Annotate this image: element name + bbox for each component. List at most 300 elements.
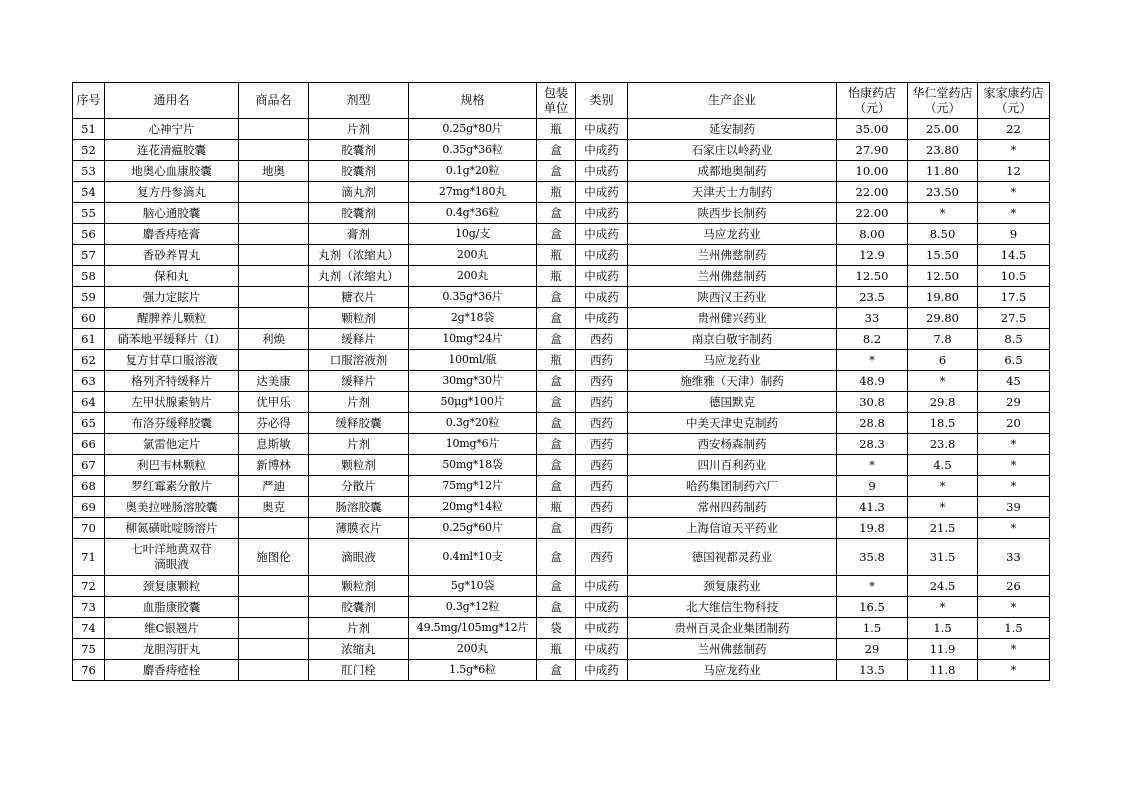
package-unit-cell: 盒 — [537, 413, 576, 434]
spec-cell: 100ml/瓶 — [409, 350, 537, 371]
dosage-form-cell: 肠溶胶囊 — [309, 497, 409, 518]
category-cell: 西药 — [576, 539, 628, 576]
category-cell: 中成药 — [576, 203, 628, 224]
table-row — [73, 161, 1050, 182]
price-yikang-cell: * — [837, 350, 908, 371]
price-huarentang-cell: 4.5 — [908, 455, 978, 476]
generic-name-cell: 维C银翘片 — [105, 618, 239, 639]
price-jiajiakang-cell: 14.5 — [978, 245, 1050, 266]
table-row — [73, 203, 1050, 224]
manufacturer-cell: 贵州健兴药业 — [628, 308, 837, 329]
brand-name-cell — [239, 287, 309, 308]
manufacturer-cell: 施维雅（天津）制药 — [628, 371, 837, 392]
table-row — [73, 539, 1050, 576]
category-cell: 中成药 — [576, 287, 628, 308]
package-unit-cell: 盒 — [537, 203, 576, 224]
table-row — [73, 455, 1050, 476]
table-body — [73, 119, 1050, 681]
dosage-form-cell: 片剂 — [309, 618, 409, 639]
dosage-form-cell: 丸剂（浓缩丸） — [309, 266, 409, 287]
row-index-cell: 68 — [73, 476, 105, 497]
package-unit-cell: 盒 — [537, 392, 576, 413]
category-cell: 西药 — [576, 455, 628, 476]
table-row — [73, 597, 1050, 618]
table-row — [73, 476, 1050, 497]
dosage-form-cell: 分散片 — [309, 476, 409, 497]
category-cell: 中成药 — [576, 308, 628, 329]
package-unit-cell: 盒 — [537, 660, 576, 681]
category-cell: 西药 — [576, 329, 628, 350]
generic-name-cell: 颈复康颗粒 — [105, 576, 239, 597]
table-row — [73, 413, 1050, 434]
brand-name-cell — [239, 518, 309, 539]
price-huarentang-cell: 31.5 — [908, 539, 978, 576]
spec-cell: 1.5g*6粒 — [409, 660, 537, 681]
package-unit-cell: 盒 — [537, 161, 576, 182]
row-index-cell: 70 — [73, 518, 105, 539]
price-jiajiakang-cell: 45 — [978, 371, 1050, 392]
price-yikang-cell: 9 — [837, 476, 908, 497]
table-header-row — [73, 83, 1050, 119]
category-cell: 西药 — [576, 518, 628, 539]
manufacturer-cell: 兰州佛慈制药 — [628, 266, 837, 287]
package-unit-cell: 盒 — [537, 434, 576, 455]
price-huarentang-cell: 23.8 — [908, 434, 978, 455]
manufacturer-cell: 石家庄以岭药业 — [628, 140, 837, 161]
category-cell: 中成药 — [576, 266, 628, 287]
generic-name-cell: 氯雷他定片 — [105, 434, 239, 455]
price-huarentang-cell: 12.50 — [908, 266, 978, 287]
manufacturer-cell: 哈药集团制药六厂 — [628, 476, 837, 497]
price-huarentang-cell: 11.8 — [908, 660, 978, 681]
package-unit-cell: 盒 — [537, 476, 576, 497]
price-yikang-cell: 12.50 — [837, 266, 908, 287]
generic-name-cell: 复方甘草口服溶液 — [105, 350, 239, 371]
dosage-form-cell: 丸剂（浓缩丸） — [309, 245, 409, 266]
col-generic-name-header: 通用名 — [105, 83, 239, 119]
price-jiajiakang-cell: 12 — [978, 161, 1050, 182]
price-yikang-cell: 13.5 — [837, 660, 908, 681]
row-index-cell: 58 — [73, 266, 105, 287]
table-row — [73, 518, 1050, 539]
price-yikang-cell: 10.00 — [837, 161, 908, 182]
row-index-cell: 65 — [73, 413, 105, 434]
row-index-cell: 62 — [73, 350, 105, 371]
generic-name-cell: 七叶洋地黄双苷 滴眼液 — [105, 539, 239, 576]
row-index-cell: 59 — [73, 287, 105, 308]
row-index-cell: 60 — [73, 308, 105, 329]
generic-name-cell: 血脂康胶囊 — [105, 597, 239, 618]
price-jiajiakang-cell: * — [978, 476, 1050, 497]
price-jiajiakang-cell: * — [978, 597, 1050, 618]
price-jiajiakang-cell: * — [978, 639, 1050, 660]
package-unit-cell: 瓶 — [537, 119, 576, 140]
generic-name-cell: 香砂养胃丸 — [105, 245, 239, 266]
price-yikang-cell: 28.3 — [837, 434, 908, 455]
spec-cell: 49.5mg/105mg*12片 — [409, 618, 537, 639]
col-price-yikang-header: 怡康药店 （元） — [837, 83, 908, 119]
table-row — [73, 287, 1050, 308]
dosage-form-cell: 胶囊剂 — [309, 161, 409, 182]
generic-name-cell: 复方丹参滴丸 — [105, 182, 239, 203]
row-index-cell: 75 — [73, 639, 105, 660]
manufacturer-cell: 北大维信生物科技 — [628, 597, 837, 618]
price-jiajiakang-cell: * — [978, 518, 1050, 539]
spec-cell: 5g*10袋 — [409, 576, 537, 597]
price-jiajiakang-cell: 33 — [978, 539, 1050, 576]
price-huarentang-cell: 29.80 — [908, 308, 978, 329]
row-index-cell: 74 — [73, 618, 105, 639]
manufacturer-cell: 成都地奥制药 — [628, 161, 837, 182]
dosage-form-cell: 滴眼液 — [309, 539, 409, 576]
price-yikang-cell: 48.9 — [837, 371, 908, 392]
package-unit-cell: 瓶 — [537, 266, 576, 287]
package-unit-cell: 瓶 — [537, 639, 576, 660]
manufacturer-cell: 马应龙药业 — [628, 224, 837, 245]
price-huarentang-cell: * — [908, 203, 978, 224]
spec-cell: 0.25g*80片 — [409, 119, 537, 140]
price-huarentang-cell: 8.50 — [908, 224, 978, 245]
price-yikang-cell: 41.3 — [837, 497, 908, 518]
brand-name-cell: 地奥 — [239, 161, 309, 182]
manufacturer-cell: 马应龙药业 — [628, 350, 837, 371]
manufacturer-cell: 兰州佛慈制药 — [628, 245, 837, 266]
manufacturer-cell: 上海信谊天平药业 — [628, 518, 837, 539]
category-cell: 中成药 — [576, 245, 628, 266]
price-jiajiakang-cell: 26 — [978, 576, 1050, 597]
category-cell: 中成药 — [576, 140, 628, 161]
price-huarentang-cell: 18.5 — [908, 413, 978, 434]
generic-name-cell: 柳氮磺吡啶肠溶片 — [105, 518, 239, 539]
row-index-cell: 55 — [73, 203, 105, 224]
category-cell: 西药 — [576, 392, 628, 413]
package-unit-cell: 盒 — [537, 287, 576, 308]
manufacturer-cell: 南京白敬宇制药 — [628, 329, 837, 350]
price-yikang-cell: 19.8 — [837, 518, 908, 539]
package-unit-cell: 盒 — [537, 371, 576, 392]
table-row — [73, 329, 1050, 350]
price-jiajiakang-cell: * — [978, 434, 1050, 455]
spec-cell: 30mg*30片 — [409, 371, 537, 392]
dosage-form-cell: 胶囊剂 — [309, 140, 409, 161]
spec-cell: 0.35g*36粒 — [409, 140, 537, 161]
table-row — [73, 497, 1050, 518]
price-yikang-cell: 30.8 — [837, 392, 908, 413]
generic-name-cell: 醒脾养儿颗粒 — [105, 308, 239, 329]
generic-name-cell: 保和丸 — [105, 266, 239, 287]
dosage-form-cell: 缓释片 — [309, 371, 409, 392]
brand-name-cell — [239, 660, 309, 681]
row-index-cell: 72 — [73, 576, 105, 597]
category-cell: 中成药 — [576, 576, 628, 597]
row-index-cell: 61 — [73, 329, 105, 350]
manufacturer-cell: 兰州佛慈制药 — [628, 639, 837, 660]
spec-cell: 2g*18袋 — [409, 308, 537, 329]
price-yikang-cell: 22.00 — [837, 182, 908, 203]
price-huarentang-cell: 21.5 — [908, 518, 978, 539]
manufacturer-cell: 四川百利药业 — [628, 455, 837, 476]
manufacturer-cell: 西安杨森制药 — [628, 434, 837, 455]
price-jiajiakang-cell: 10.5 — [978, 266, 1050, 287]
brand-name-cell: 奥克 — [239, 497, 309, 518]
package-unit-cell: 盒 — [537, 518, 576, 539]
manufacturer-cell: 常州四药制药 — [628, 497, 837, 518]
category-cell: 西药 — [576, 497, 628, 518]
row-index-cell: 66 — [73, 434, 105, 455]
price-jiajiakang-cell: 39 — [978, 497, 1050, 518]
brand-name-cell: 利焕 — [239, 329, 309, 350]
price-yikang-cell: 8.00 — [837, 224, 908, 245]
package-unit-cell: 盒 — [537, 224, 576, 245]
price-yikang-cell: 12.9 — [837, 245, 908, 266]
generic-name-cell: 罗红霉素分散片 — [105, 476, 239, 497]
price-huarentang-cell: 19.80 — [908, 287, 978, 308]
price-huarentang-cell: * — [908, 476, 978, 497]
manufacturer-cell: 德国默克 — [628, 392, 837, 413]
table-row — [73, 245, 1050, 266]
dosage-form-cell: 胶囊剂 — [309, 203, 409, 224]
dosage-form-cell: 片剂 — [309, 392, 409, 413]
manufacturer-cell: 陕西步长制药 — [628, 203, 837, 224]
row-index-cell: 54 — [73, 182, 105, 203]
table-row — [73, 224, 1050, 245]
price-jiajiakang-cell: 8.5 — [978, 329, 1050, 350]
price-jiajiakang-cell: 6.5 — [978, 350, 1050, 371]
price-yikang-cell: 28.8 — [837, 413, 908, 434]
table-row — [73, 119, 1050, 140]
price-jiajiakang-cell: 1.5 — [978, 618, 1050, 639]
price-jiajiakang-cell: * — [978, 455, 1050, 476]
spec-cell: 200丸 — [409, 639, 537, 660]
dosage-form-cell: 肛门栓 — [309, 660, 409, 681]
generic-name-cell: 地奥心血康胶囊 — [105, 161, 239, 182]
row-index-cell: 73 — [73, 597, 105, 618]
generic-name-cell: 龙胆泻肝丸 — [105, 639, 239, 660]
col-package-unit-header: 包装 单位 — [537, 83, 576, 119]
price-huarentang-cell: * — [908, 371, 978, 392]
table-row — [73, 182, 1050, 203]
price-huarentang-cell: 24.5 — [908, 576, 978, 597]
price-huarentang-cell: 11.9 — [908, 639, 978, 660]
table-row — [73, 308, 1050, 329]
brand-name-cell: 施图伦 — [239, 539, 309, 576]
price-jiajiakang-cell: 20 — [978, 413, 1050, 434]
package-unit-cell: 瓶 — [537, 497, 576, 518]
price-jiajiakang-cell: * — [978, 182, 1050, 203]
category-cell: 中成药 — [576, 182, 628, 203]
brand-name-cell: 息斯敏 — [239, 434, 309, 455]
package-unit-cell: 盒 — [537, 539, 576, 576]
table-row — [73, 371, 1050, 392]
category-cell: 西药 — [576, 350, 628, 371]
price-jiajiakang-cell: 22 — [978, 119, 1050, 140]
brand-name-cell — [239, 140, 309, 161]
dosage-form-cell: 口服溶液剂 — [309, 350, 409, 371]
category-cell: 中成药 — [576, 224, 628, 245]
row-index-cell: 64 — [73, 392, 105, 413]
spec-cell: 200丸 — [409, 245, 537, 266]
manufacturer-cell: 马应龙药业 — [628, 660, 837, 681]
brand-name-cell — [239, 245, 309, 266]
brand-name-cell — [239, 576, 309, 597]
dosage-form-cell: 颗粒剂 — [309, 308, 409, 329]
brand-name-cell — [239, 119, 309, 140]
spec-cell: 0.3g*12粒 — [409, 597, 537, 618]
package-unit-cell: 盒 — [537, 597, 576, 618]
package-unit-cell: 盒 — [537, 576, 576, 597]
spec-cell: 0.4g*36粒 — [409, 203, 537, 224]
generic-name-cell: 利巴韦林颗粒 — [105, 455, 239, 476]
manufacturer-cell: 天津天士力制药 — [628, 182, 837, 203]
price-jiajiakang-cell: * — [978, 660, 1050, 681]
generic-name-cell: 奥美拉唑肠溶胶囊 — [105, 497, 239, 518]
price-jiajiakang-cell: * — [978, 203, 1050, 224]
dosage-form-cell: 颗粒剂 — [309, 576, 409, 597]
spec-cell: 27mg*180丸 — [409, 182, 537, 203]
price-huarentang-cell: * — [908, 497, 978, 518]
table-row — [73, 618, 1050, 639]
dosage-form-cell: 薄膜衣片 — [309, 518, 409, 539]
manufacturer-cell: 中美天津史克制药 — [628, 413, 837, 434]
dosage-form-cell: 滴丸剂 — [309, 182, 409, 203]
price-yikang-cell: 29 — [837, 639, 908, 660]
package-unit-cell: 盒 — [537, 308, 576, 329]
brand-name-cell — [239, 618, 309, 639]
row-index-cell: 71 — [73, 539, 105, 576]
price-huarentang-cell: 11.80 — [908, 161, 978, 182]
price-jiajiakang-cell: 17.5 — [978, 287, 1050, 308]
row-index-cell: 56 — [73, 224, 105, 245]
price-jiajiakang-cell: 9 — [978, 224, 1050, 245]
price-huarentang-cell: 29.8 — [908, 392, 978, 413]
spec-cell: 0.4ml*10支 — [409, 539, 537, 576]
table-row — [73, 140, 1050, 161]
generic-name-cell: 麝香痔疮膏 — [105, 224, 239, 245]
spec-cell: 0.35g*36片 — [409, 287, 537, 308]
generic-name-cell: 脑心通胶囊 — [105, 203, 239, 224]
spec-cell: 10g/支 — [409, 224, 537, 245]
dosage-form-cell: 缓释胶囊 — [309, 413, 409, 434]
package-unit-cell: 盒 — [537, 455, 576, 476]
spec-cell: 75mg*12片 — [409, 476, 537, 497]
dosage-form-cell: 胶囊剂 — [309, 597, 409, 618]
price-yikang-cell: 23.5 — [837, 287, 908, 308]
price-yikang-cell: 1.5 — [837, 618, 908, 639]
generic-name-cell: 硝苯地平缓释片（Ⅰ） — [105, 329, 239, 350]
table-row — [73, 576, 1050, 597]
spec-cell: 10mg*24片 — [409, 329, 537, 350]
spec-cell: 10mg*6片 — [409, 434, 537, 455]
price-yikang-cell: 35.8 — [837, 539, 908, 576]
row-index-cell: 53 — [73, 161, 105, 182]
price-yikang-cell: * — [837, 455, 908, 476]
generic-name-cell: 心神宁片 — [105, 119, 239, 140]
row-index-cell: 63 — [73, 371, 105, 392]
manufacturer-cell: 陕西汉王药业 — [628, 287, 837, 308]
price-huarentang-cell: 6 — [908, 350, 978, 371]
table-row — [73, 350, 1050, 371]
price-huarentang-cell: 15.50 — [908, 245, 978, 266]
brand-name-cell — [239, 203, 309, 224]
brand-name-cell: 优甲乐 — [239, 392, 309, 413]
category-cell: 西药 — [576, 434, 628, 455]
row-index-cell: 67 — [73, 455, 105, 476]
generic-name-cell: 左甲状腺素钠片 — [105, 392, 239, 413]
dosage-form-cell: 膏剂 — [309, 224, 409, 245]
package-unit-cell: 瓶 — [537, 350, 576, 371]
package-unit-cell: 袋 — [537, 618, 576, 639]
table-row — [73, 266, 1050, 287]
generic-name-cell: 麝香痔疮栓 — [105, 660, 239, 681]
dosage-form-cell: 片剂 — [309, 119, 409, 140]
price-huarentang-cell: 7.8 — [908, 329, 978, 350]
category-cell: 中成药 — [576, 161, 628, 182]
col-manufacturer-header: 生产企业 — [628, 83, 837, 119]
price-yikang-cell: 27.90 — [837, 140, 908, 161]
spec-cell: 0.25g*60片 — [409, 518, 537, 539]
category-cell: 西药 — [576, 371, 628, 392]
category-cell: 中成药 — [576, 639, 628, 660]
generic-name-cell: 连花清瘟胶囊 — [105, 140, 239, 161]
generic-name-cell: 强力定眩片 — [105, 287, 239, 308]
category-cell: 中成药 — [576, 618, 628, 639]
generic-name-cell: 格列齐特缓释片 — [105, 371, 239, 392]
row-index-cell: 57 — [73, 245, 105, 266]
dosage-form-cell: 颗粒剂 — [309, 455, 409, 476]
row-index-cell: 51 — [73, 119, 105, 140]
price-jiajiakang-cell: 27.5 — [978, 308, 1050, 329]
table-row — [73, 434, 1050, 455]
price-huarentang-cell: 23.80 — [908, 140, 978, 161]
package-unit-cell: 盒 — [537, 329, 576, 350]
row-index-cell: 52 — [73, 140, 105, 161]
col-brand-name-header: 商品名 — [239, 83, 309, 119]
package-unit-cell: 瓶 — [537, 182, 576, 203]
drug-price-table — [72, 82, 1050, 681]
dosage-form-cell: 缓释片 — [309, 329, 409, 350]
price-yikang-cell: 16.5 — [837, 597, 908, 618]
brand-name-cell — [239, 350, 309, 371]
category-cell: 西药 — [576, 413, 628, 434]
price-yikang-cell: 22.00 — [837, 203, 908, 224]
brand-name-cell: 新博林 — [239, 455, 309, 476]
spec-cell: 50μg*100片 — [409, 392, 537, 413]
col-category-header: 类别 — [576, 83, 628, 119]
col-price-jiajiakang-header: 家家康药店 （元） — [978, 83, 1050, 119]
brand-name-cell — [239, 308, 309, 329]
category-cell: 中成药 — [576, 597, 628, 618]
col-price-huarentang-header: 华仁堂药店 （元） — [908, 83, 978, 119]
dosage-form-cell: 浓缩丸 — [309, 639, 409, 660]
package-unit-cell: 瓶 — [537, 245, 576, 266]
dosage-form-cell: 片剂 — [309, 434, 409, 455]
dosage-form-cell: 糖衣片 — [309, 287, 409, 308]
col-spec-header: 规格 — [409, 83, 537, 119]
spec-cell: 0.1g*20粒 — [409, 161, 537, 182]
spec-cell: 50mg*18袋 — [409, 455, 537, 476]
price-huarentang-cell: 25.00 — [908, 119, 978, 140]
manufacturer-cell: 贵州百灵企业集团制药 — [628, 618, 837, 639]
col-dosage-form-header: 剂型 — [309, 83, 409, 119]
package-unit-cell: 盒 — [537, 140, 576, 161]
price-yikang-cell: 35.00 — [837, 119, 908, 140]
price-huarentang-cell: * — [908, 597, 978, 618]
brand-name-cell: 芬必得 — [239, 413, 309, 434]
category-cell: 中成药 — [576, 660, 628, 681]
price-huarentang-cell: 23.50 — [908, 182, 978, 203]
category-cell: 中成药 — [576, 119, 628, 140]
table-row — [73, 639, 1050, 660]
